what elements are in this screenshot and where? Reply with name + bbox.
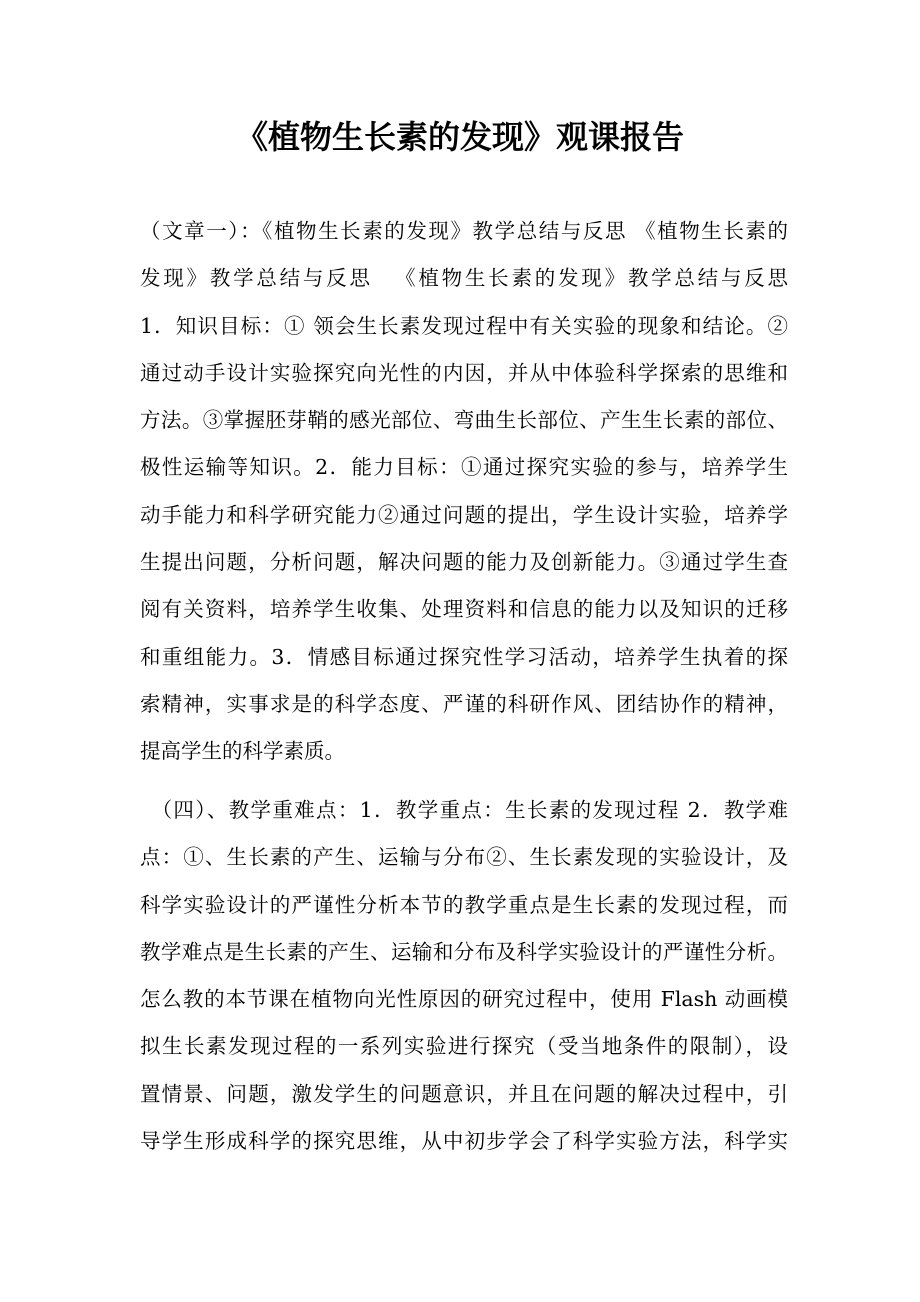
text-line: 1．知识目标：① 领会生长素发现过程中有关实验的现象和结论。②: [140, 313, 788, 338]
text-line: 方法。③掌握胚芽鞘的感光部位、弯曲生长部位、产生生长素的部位、: [140, 408, 788, 433]
text-line: 导学生形成科学的探究思维，从中初步学会了科学实验方法，科学实: [140, 1129, 788, 1154]
document-title: 《植物生长素的发现》观课报告: [235, 118, 684, 156]
text-line: 点：①、生长素的产生、运输与分布②、生长素发现的实验设计，及: [140, 845, 788, 870]
paragraph-key-difficulties: [140, 787, 788, 1165]
text-line: 拟生长素发现过程的一系列实验进行探究（受当地条件的限制），设: [140, 1034, 788, 1059]
text-line: 生提出问题，分析问题，解决问题的能力及创新能力。③通过学生查: [140, 550, 788, 575]
text-line: 和重组能力。3．情感目标通过探究性学习活动，培养学生执着的探: [140, 644, 788, 669]
text-line: 发现》教学总结与反思 《植物生长素的发现》教学总结与反思: [140, 266, 788, 291]
text-line: 通过动手设计实验探究向光性的内因，并从中体验科学探索的思维和: [140, 360, 788, 385]
text-line: 阅有关资料，培养学生收集、处理资料和信息的能力以及知识的迁移: [140, 597, 788, 622]
text-line: （四）、教学重难点：1．教学重点：生长素的发现过程 2．教学难: [140, 798, 788, 822]
text-line: 科学实验设计的严谨性分析本节的教学重点是生长素的发现过程，而: [140, 892, 788, 917]
text-line: 提高学生的科学素质。: [140, 739, 345, 764]
text-line: 极性运输等知识。2．能力目标：①通过探究实验的参与，培养学生: [140, 455, 788, 480]
text-line: 置情景、问题，激发学生的问题意识，并且在问题的解决过程中，引: [140, 1081, 788, 1106]
text-line: 索精神，实事求是的科学态度、严谨的科研作风、团结协作的精神，: [140, 691, 788, 716]
text-line: 教学难点是生长素的产生、运输和分布及科学实验设计的严谨性分析。: [140, 939, 788, 964]
text-line: 动手能力和科学研究能力②通过问题的提出，学生设计实验，培养学: [140, 502, 788, 527]
text-line: 怎么教的本节课在植物向光性原因的研究过程中，使用 Flash 动画模: [140, 987, 788, 1012]
paragraph-objectives: [140, 208, 788, 776]
text-line: （文章一）：《植物生长素的发现》教学总结与反思 《植物生长素的: [140, 219, 788, 243]
